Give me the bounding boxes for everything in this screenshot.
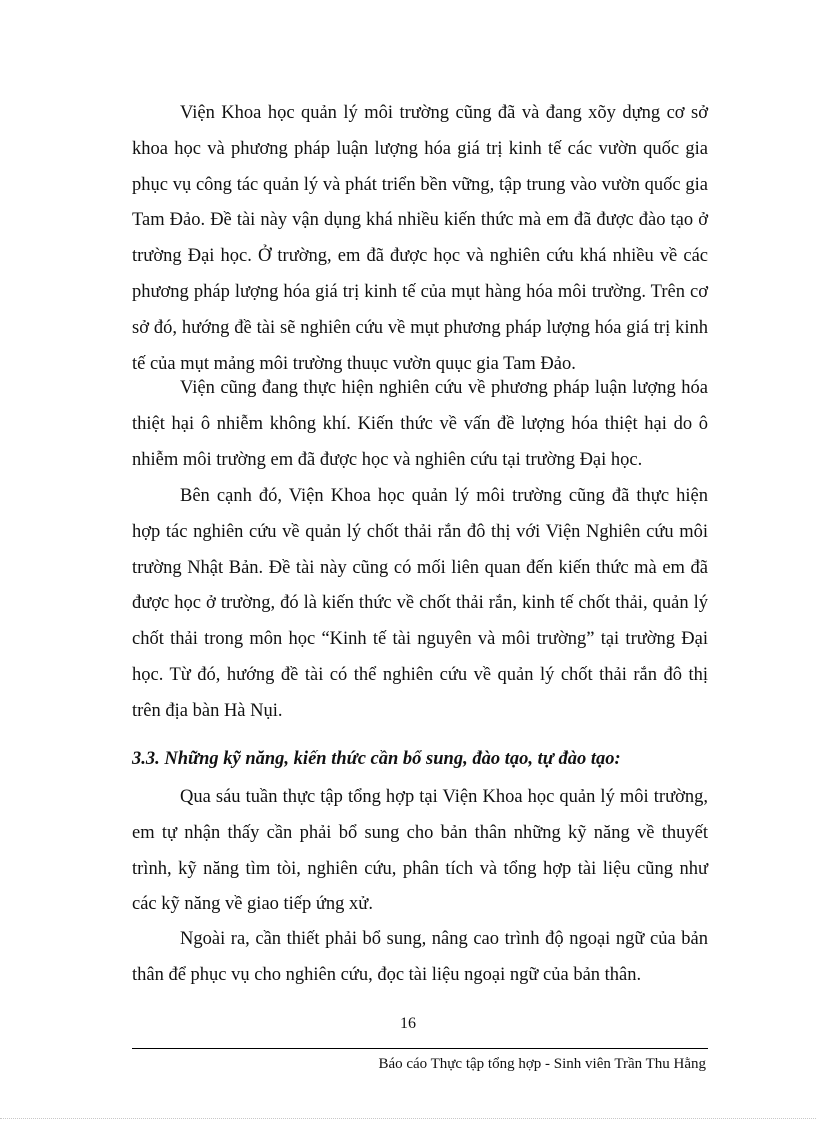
- body-paragraph-1: Viện Khoa học quản lý môi trường cũng đã và đang xõy dựng cơ sở khoa học và phương pháp luận lượng hóa giá trị kinh tế các vườn quốc gia phục vụ công tác quản lý và phát triển bền vững, tập trung vào vườn quốc gia Tam Đảo. Đề tài này vận dụng khá nhiều kiến thức mà em đã được đào tạo ở trường Đại học. Ở trường, em đã được học và nghiên cứu khá nhiều về các phương pháp lượng hóa giá trị kinh tế của mụt hàng hóa môi trường. Trên cơ sở đó, hướng đề tài sẽ nghiên cứu về mụt phương pháp lượng hóa giá trị kinh tế của mụt mảng môi trường thuục vườn quục gia Tam Đảo.: [132, 103, 708, 374]
- body-paragraph-4: Qua sáu tuần thực tập tổng hợp tại Viện Khoa học quản lý môi trường, em tự nhận thấy cần phải bổ sung cho bản thân những kỹ năng về thuyết trình, kỹ năng tìm tòi, nghiên cứu, phân tích và tổng hợp tài liệu cũng như các kỹ năng về giao tiếp ứng xử.: [132, 787, 708, 915]
- footer-caption: Báo cáo Thực tập tổng hợp - Sinh viên Trần Thu Hằng: [378, 1056, 706, 1072]
- page-number: 16: [400, 1015, 416, 1032]
- body-paragraph-5: Ngoài ra, cần thiết phải bổ sung, nâng cao trình độ ngoại ngữ của bản thân để phục vụ cho nghiên cứu, đọc tài liệu ngoại ngữ của bản thân.: [132, 929, 708, 985]
- page-bottom-dotted-divider: [0, 1118, 816, 1119]
- footer-divider: [132, 1048, 708, 1049]
- section-heading: 3.3. Những kỹ năng, kiến thức cần bổ sung, đào tạo, tự đào tạo:: [132, 749, 621, 769]
- body-paragraph-2: Viện cũng đang thực hiện nghiên cứu về phương pháp luận lượng hóa thiệt hại ô nhiễm không khí. Kiến thức về vấn đề lượng hóa thiệt hại do ô nhiễm môi trường em đã được học và nghiên cứu tại trường Đại học.: [132, 378, 708, 470]
- body-paragraph-3: Bên cạnh đó, Viện Khoa học quản lý môi trường cũng đã thực hiện hợp tác nghiên cứu về quản lý chốt thải rắn đô thị với Viện Nghiên cứu môi trường Nhật Bản. Đề tài này cũng có mối liên quan đến kiến thức mà em đã được học ở trường, đó là kiến thức về chốt thải rắn, kinh tế chốt thải, quản lý chốt thải trong môn học “Kinh tế tài nguyên và môi trường” tại trường Đại học. Từ đó, hướng đề tài có thể nghiên cứu về quản lý chốt thải rắn đô thị trên địa bàn Hà Nụi.: [132, 486, 708, 721]
